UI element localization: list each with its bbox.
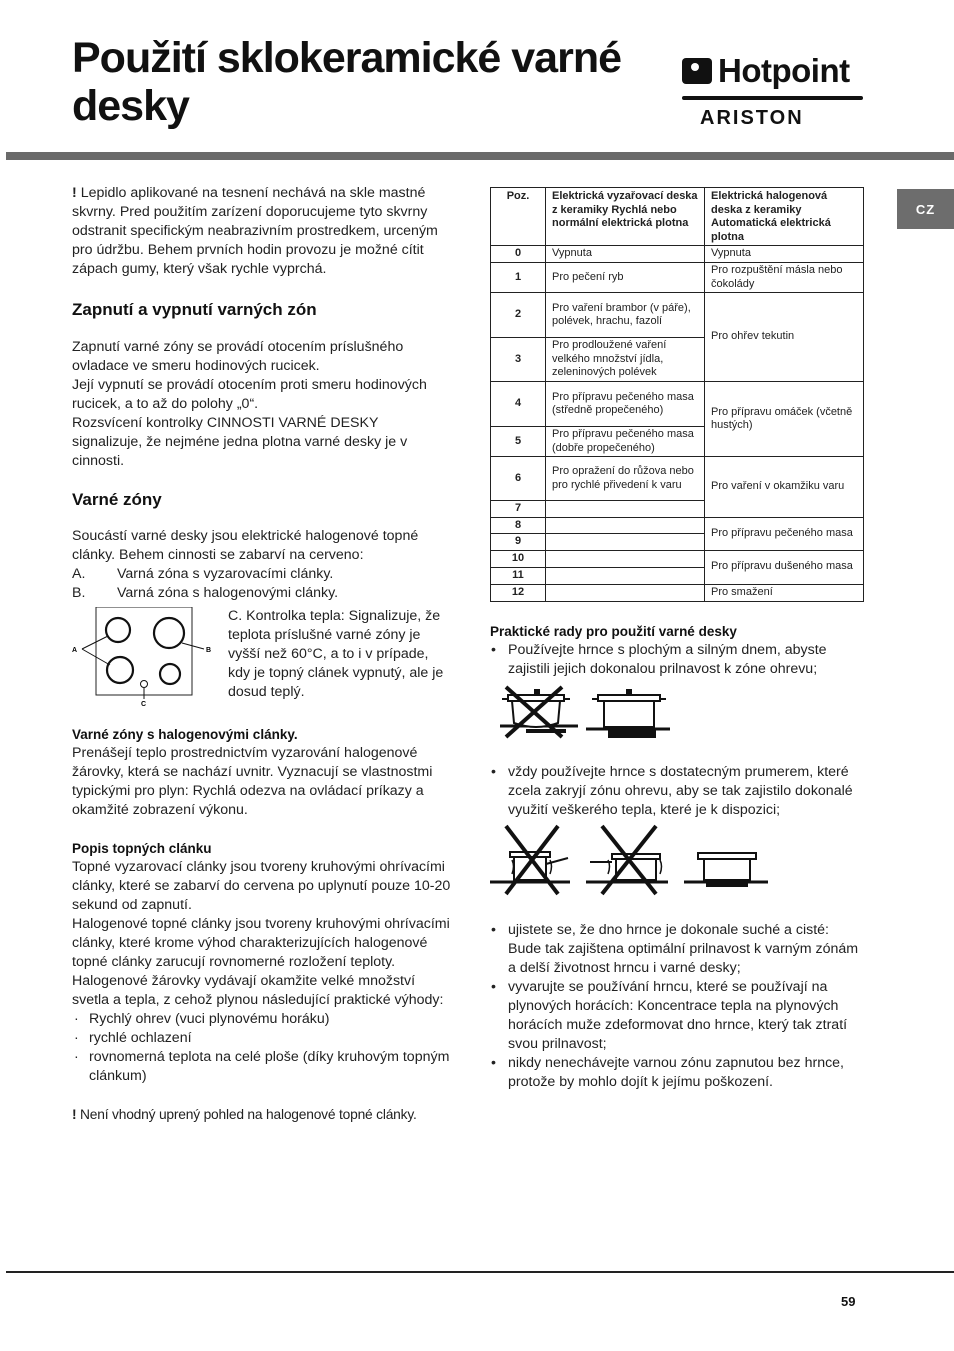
table-cell [546, 534, 705, 551]
table-cell: Pro přípravu pečeného masa [705, 517, 864, 550]
table-cell [546, 584, 705, 601]
table-cell-position: 7 [491, 501, 546, 518]
left-column [72, 184, 452, 1124]
heating-elements-p2: Halogenové topné clánky jsou tvoreny kruhovými ohrívacími clánky, které krome výhod charakterizujících halogenové topné clánky zarucují rovnomerné rozložení teploty. [72, 916, 450, 970]
advantage-item-text: rovnomerná teplota na celé ploše (díky kruhovým topným clánkum) [89, 1049, 450, 1084]
tip-text: nikdy nenechávejte varnou zónu zapnutou bez hrnce, protože by mohlo dojít k jejímu poškození. [508, 1055, 845, 1090]
warning-text: Lepidlo aplikované na tesnení nechává na skle mastné skvrny. Pred použitím zarízení doporucujeme tyto skvrny odstranit specifickým neabrazivním prostredkem, urceným pro údržbu. Behem prvních hodin provozu je možné cítit zápach gumy, který však rychle vyprchá. [72, 185, 438, 277]
halogen-zones-heading: Varné zóny s halogenovými clánky. [72, 727, 298, 742]
advantage-item: · rychlé ochlazení [72, 1029, 452, 1048]
hob-diagram-icon [72, 607, 228, 713]
zone-item-b-key: B. [72, 585, 86, 601]
hob-section [72, 607, 452, 713]
tip-text: Používejte hrnce s plochým a silným dnem, abyste zajistili jejich dokonalou prilnavost k zóne ohrevu; [508, 642, 827, 677]
table-row [491, 263, 864, 293]
bottom-warning-icon: ! [72, 1107, 77, 1122]
on-off-paragraph-2: Její vypnutí se provádí otocením proti smeru hodinových rucicek, a to až do polohy „0“. [72, 377, 427, 412]
table-cell-position: 3 [491, 338, 546, 382]
table-cell: Pro ohřev tekutin [705, 293, 864, 382]
logo-brand-text: Hotpoint [718, 52, 850, 89]
table-cell-position: 11 [491, 567, 546, 584]
advantage-item-text: rychlé ochlazení [89, 1030, 192, 1046]
tip-item: • vždy používejte hrnce s dostatecným prumerem, které zcela zakryjí zónu ohrevu, aby se tak zajistilo dokonalé využití veškerého tepla, které je k dispozici; [490, 763, 864, 820]
pot-diameter-icon [490, 820, 864, 912]
table-cell-position: 12 [491, 584, 546, 601]
warning-paragraph [72, 184, 452, 279]
table-row [491, 293, 864, 338]
warning-icon: ! [72, 185, 77, 201]
on-off-paragraph-3: Rozsvícení kontrolky CINNOSTI VARNÉ DESKY signalizuje, že nejméne jedna plotna varné desky je v cinnosti. [72, 415, 408, 469]
table-cell: Pro vaření brambor (v páře), polévek, hrachu, fazolí [546, 293, 705, 338]
table-cell [546, 550, 705, 567]
table-cell: Pro přípravu pečeného masa (dobře propečeného) [546, 427, 705, 457]
table-cell: Pro přípravu dušeného masa [705, 550, 864, 584]
pot-size-illustration [490, 820, 864, 912]
tip-text: vždy používejte hrnce s dostatecným prumerem, které zcela zakryjí zónu ohrevu, aby se tak zajistilo dokonalé využití veškerého tepla, které je k dispozici; [508, 764, 853, 818]
table-cell: Pro přípravu pečeného masa (středně propečeného) [546, 382, 705, 427]
settings-table [490, 187, 864, 602]
table-cell: Vypnuta [705, 246, 864, 263]
heating-elements-heading: Popis topných clánku [72, 841, 212, 856]
advantage-item-text: Rychlý ohrev (vuci plynovému horáku) [89, 1011, 330, 1027]
table-cell: Pro smažení [705, 584, 864, 601]
logo-mark-icon [682, 58, 712, 84]
tips-heading: Praktické rady pro použití varné desky [490, 624, 737, 639]
table-cell-position: 5 [491, 427, 546, 457]
table-cell: Pro pečení ryb [546, 263, 705, 293]
table-cell-position: 8 [491, 517, 546, 534]
table-cell-position: 0 [491, 246, 546, 263]
table-row [491, 382, 864, 427]
table-row [491, 246, 864, 263]
header-divider [6, 152, 954, 160]
zone-item-a-text: Varná zóna s vyzarovacími clánky. [117, 566, 334, 582]
tip-item: • vyvarujte se používání hrncu, které se používají na plynových horácích: Koncentrace tepla na plynových horácích muže zdeformovat dno hrnce, který tak ztratí svou prilnavost; [490, 978, 864, 1054]
language-badge: CZ [897, 189, 954, 229]
table-row [491, 550, 864, 567]
flat-bottom-illustration [490, 679, 864, 755]
page-title: Použití sklokeramické varné desky [72, 34, 622, 130]
zone-item-a-key: A. [72, 566, 86, 582]
table-cell: Vypnuta [546, 246, 705, 263]
table-cell: Pro rozpuštění másla nebo čokolády [705, 263, 864, 293]
logo-sub-text: ARISTON [700, 107, 804, 129]
table-cell-position: 10 [491, 550, 546, 567]
diagram-label-b: B [206, 647, 212, 654]
diagram-label-c: C [141, 701, 147, 708]
table-header-row [491, 188, 864, 246]
table-cell [546, 567, 705, 584]
hotpoint-ariston-logo [682, 52, 864, 132]
bottom-warning-text: Není vhodný uprený pohled na halogenové topné clánky. [80, 1107, 417, 1122]
table-cell: Pro vaření v okamžiku varu [705, 457, 864, 518]
section-heading-zones: Varné zóny [72, 490, 162, 509]
diagram-label-a: A [72, 647, 78, 654]
zone-item-b [72, 584, 452, 603]
page-number: 59 [841, 1294, 856, 1309]
section-heading-on-off: Zapnutí a vypnutí varných zón [72, 300, 317, 319]
heating-elements-p3: Halogenové žárovky vydávají okamžite velké množství svetla a tepla, z cehož plynou následující praktické výhody: [72, 973, 444, 1008]
zones-paragraph: Soucástí varné desky jsou elektrické halogenové topné clánky. Behem cinnosti se zabarví na cerveno: [72, 528, 419, 563]
table-row [491, 584, 864, 601]
table-cell-position: 9 [491, 534, 546, 551]
table-header-radiant: Elektrická vyzařovací deska z keramiky Rychlá nebo normální elektrická plotna [546, 188, 705, 246]
footer-divider [6, 1271, 954, 1273]
hob-diagram [72, 607, 228, 713]
advantage-item: · rovnomerná teplota na celé ploše (díky kruhovým topným clánkum) [72, 1048, 452, 1086]
heating-elements-p1: Topné vyzarovací clánky jsou tvoreny kruhovými ohrívacími clánky, které se zabarví do cervena po uplynutí pouze 10-20 sekund od zapnutí. [72, 859, 451, 913]
logo-underline [682, 96, 863, 100]
table-cell-position: 2 [491, 293, 546, 338]
table-cell: Pro opražení do růžova nebo pro rychlé přivedení k varu [546, 457, 705, 501]
zone-item-b-text: Varná zóna s halogenovými clánky. [117, 585, 339, 601]
table-cell [546, 517, 705, 534]
tip-text: ujistete se, že dno hrnce je dokonale suché a cisté: Bude tak zajištena optimální prilnavost k varným zónám a delší životnost hrncu i varné desky; [508, 922, 859, 976]
halogen-zones-text: Prenášejí teplo prostrednictvím vyzarování halogenové žárovky, která se nachází uvnitr. Vyznacují se vlastnostmi typickými pro plyn: Rychlá odezva na ovládací príkazy a okamžité zobrazení výkonu. [72, 745, 433, 818]
table-header-halogen: Elektrická halogenová deska z keramiky Automatická elektrická plotna [705, 188, 864, 246]
table-row [491, 517, 864, 534]
on-off-paragraph-1: Zapnutí varné zóny se provádí otocením príslušného ovladace ve smeru hodinových rucicek. [72, 339, 404, 374]
table-cell-position: 6 [491, 457, 546, 501]
zone-item-a [72, 565, 452, 584]
table-header-position: Poz. [491, 188, 546, 246]
table-cell [546, 501, 705, 518]
heat-indicator-text: C. Kontrolka tepla: Signalizuje, že teplota príslušné varné zóny je vyšší než 60°C, a to i v prípade, kdy je topný clánek vypnutý, ale je dosud teplý. [228, 608, 444, 700]
pot-flat-bottom-icon [490, 679, 864, 755]
table-cell: Pro prodloužené vaření velkého množství jídla, zeleninových polévek [546, 338, 705, 382]
tip-text: vyvarujte se používání hrncu, které se používají na plynových horácích: Koncentrace tepla na plynových horácích muže zdeformovat dno hrnce, který tak ztratí svou prilnavost; [508, 979, 848, 1052]
table-row [491, 457, 864, 501]
right-column [490, 622, 864, 1092]
bottom-warning [72, 1105, 452, 1124]
tip-item: • ujistete se, že dno hrnce je dokonale suché a cisté: Bude tak zajištena optimální prilnavost k varným zónám a delší životnost hrncu i varné desky; [490, 921, 864, 978]
tip-item: • nikdy nenechávejte varnou zónu zapnutou bez hrnce, protože by mohlo dojít k jejímu poškození. [490, 1054, 864, 1092]
table-cell-position: 1 [491, 263, 546, 293]
tip-item: • Používejte hrnce s plochým a silným dnem, abyste zajistili jejich dokonalou prilnavost k zóne ohrevu; [490, 641, 864, 679]
table-cell-position: 4 [491, 382, 546, 427]
advantage-item: · Rychlý ohrev (vuci plynovému horáku) [72, 1010, 452, 1029]
table-cell: Pro přípravu omáček (včetně hustých) [705, 382, 864, 457]
